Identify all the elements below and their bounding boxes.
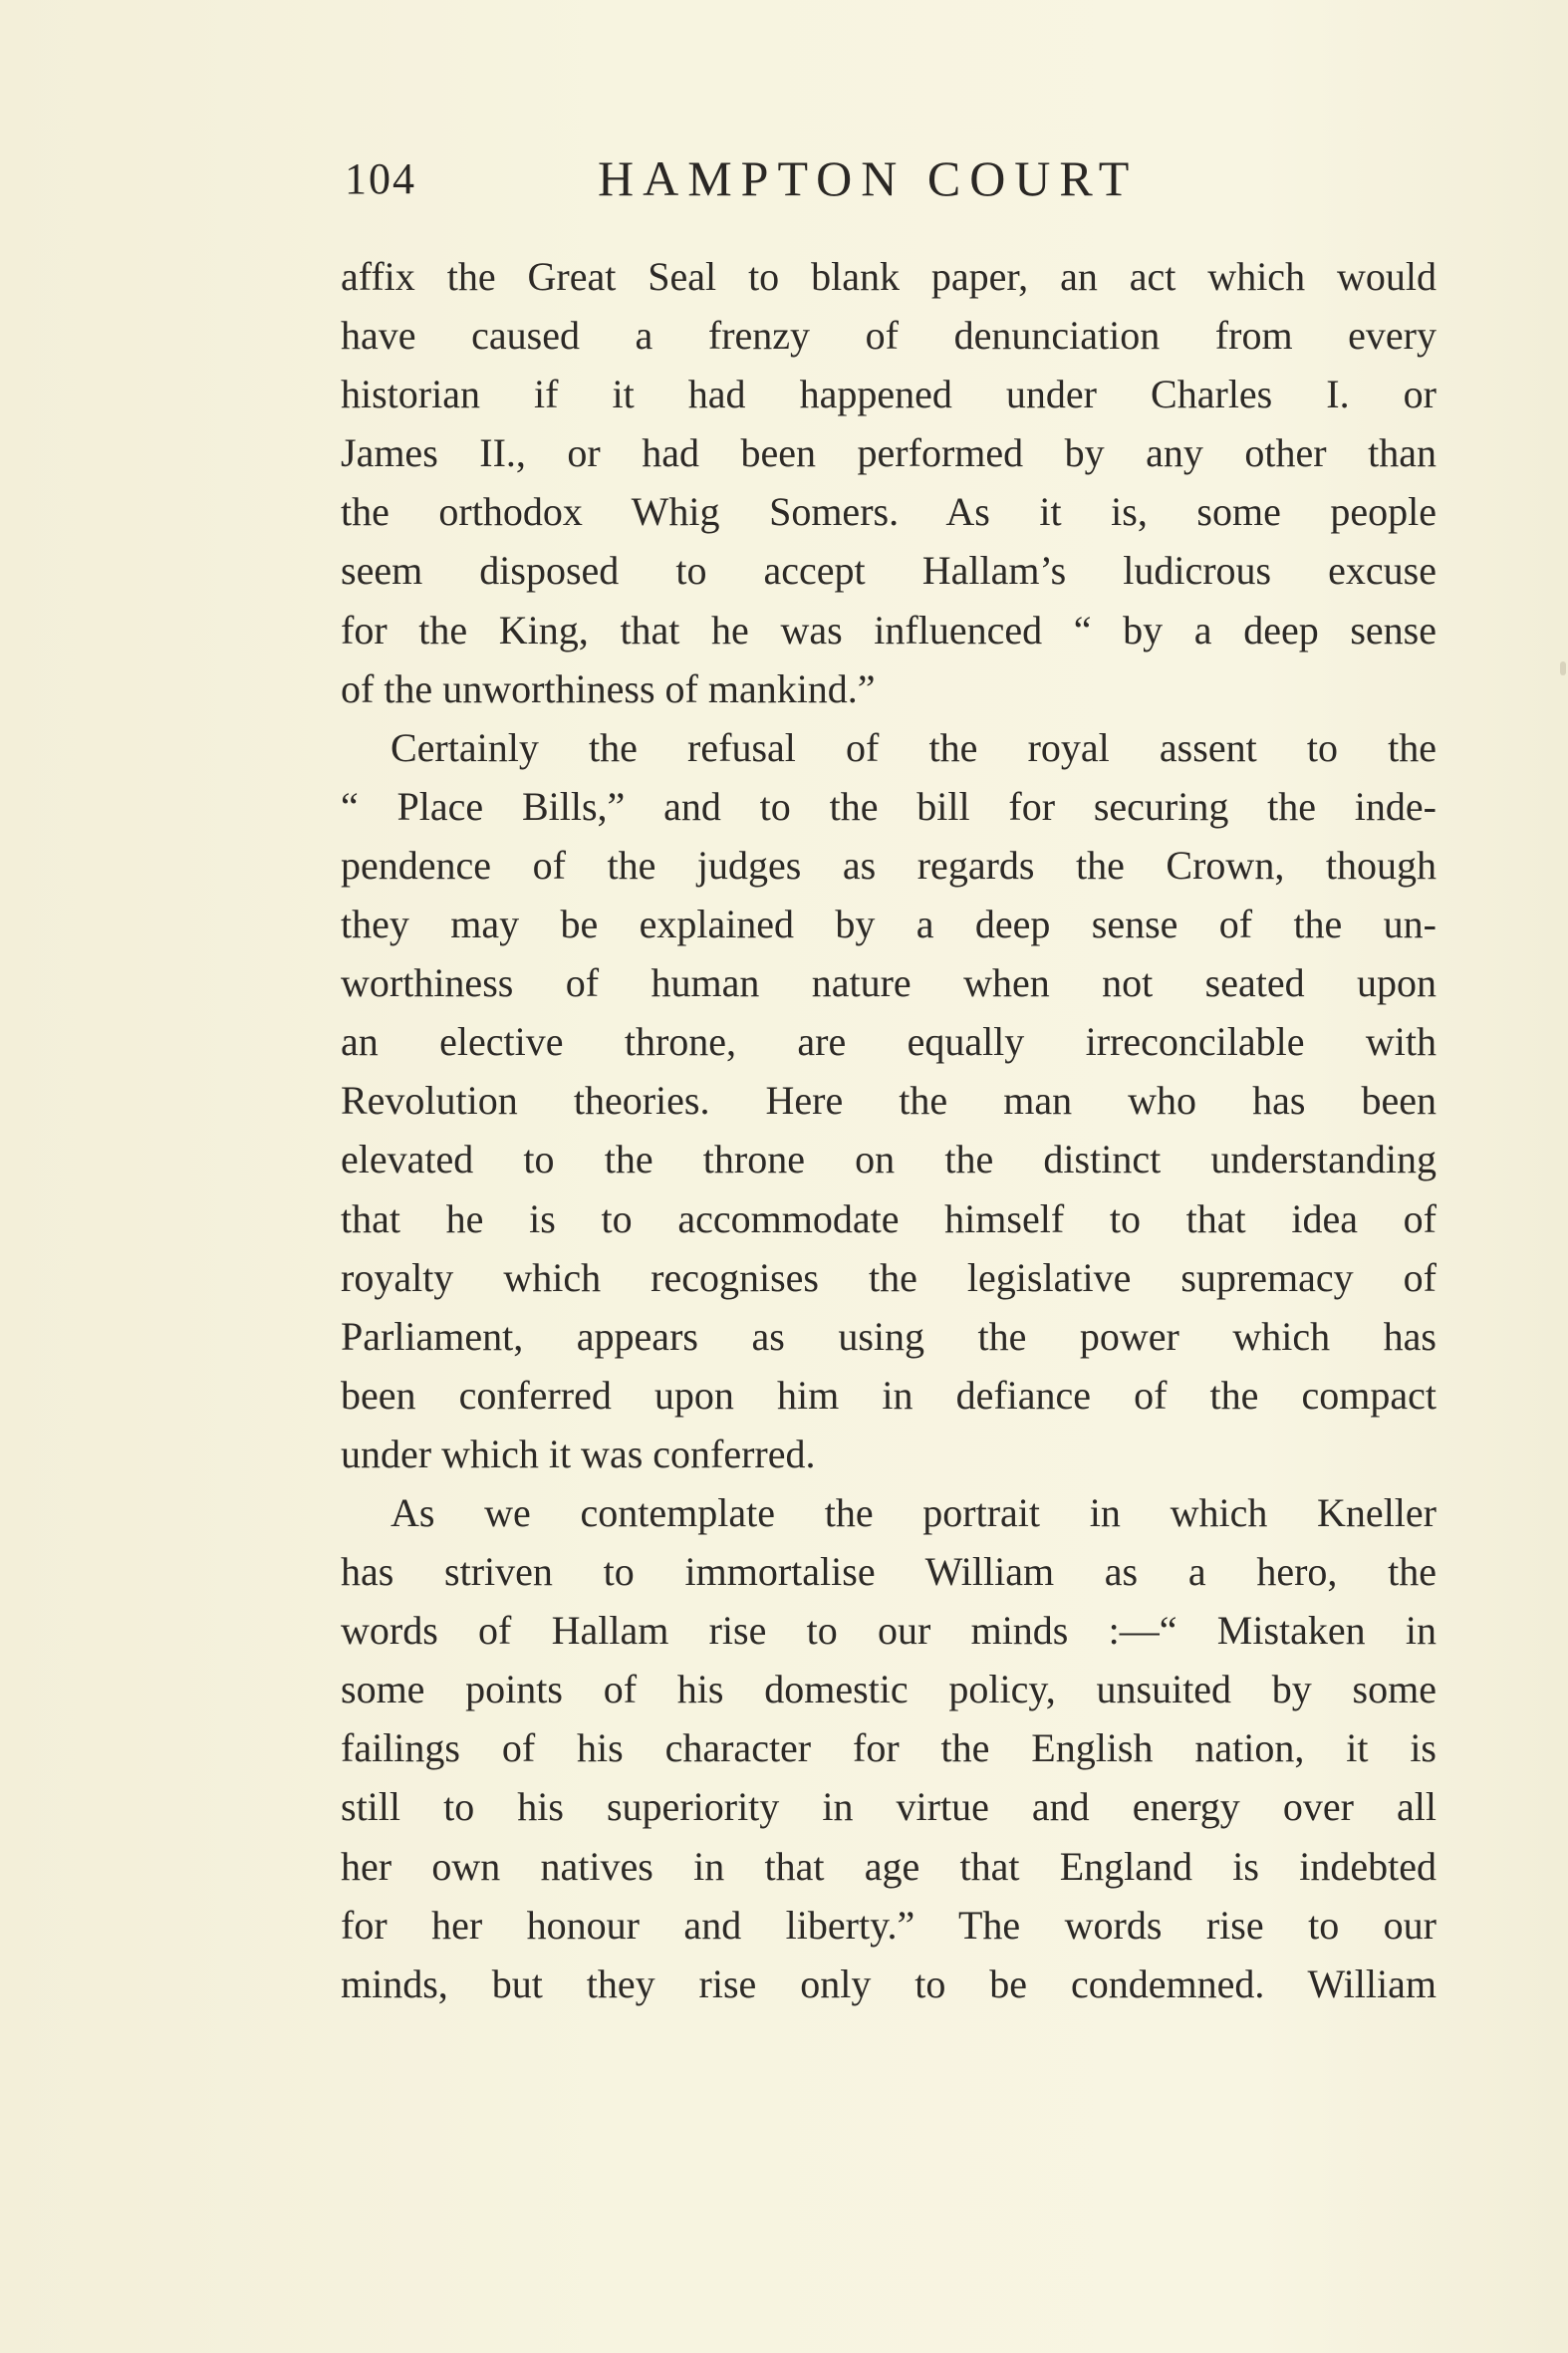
text-line: Certainly the refusal of the royal assent to the (391, 724, 1437, 770)
running-head (339, 149, 1435, 209)
text-line: her own natives in that age that England is indebted (341, 1843, 1437, 1889)
text-line: under which it was conferred. (341, 1431, 816, 1476)
text-line: pendence of the judges as regards the Crown, though (341, 842, 1437, 888)
text-line: Parliament, appears as using the power which has (341, 1313, 1437, 1359)
text-line: an elective throne, are equally irreconcilable with (341, 1019, 1437, 1065)
text-line: that he is to accommodate himself to that idea of (341, 1195, 1437, 1241)
text-line: James II., or had been performed by any other than (341, 430, 1437, 476)
page-number: 104 (345, 154, 416, 203)
text-line: As we contemplate the portrait in which Kneller (391, 1489, 1437, 1535)
text-line: “ Place Bills,” and to the bill for securing the inde- (341, 783, 1437, 829)
text-line: still to his superiority in virtue and energy over all (341, 1784, 1437, 1830)
text-line: they may be explained by a deep sense of the un- (341, 902, 1437, 947)
text-line: of the unworthiness of mankind.” (341, 665, 876, 711)
text-line: royalty which recognises the legislative supremacy of (341, 1254, 1437, 1300)
text-line: worthiness of human nature when not seated upon (341, 960, 1437, 1006)
text-line: for her honour and liberty.” The words rise to our (341, 1902, 1437, 1948)
text-line: have caused a frenzy of denunciation from every (341, 313, 1437, 359)
text-line: minds, but they rise only to be condemned. William (341, 1961, 1437, 2006)
text-line: for the King, that he was influenced “ by a deep sense (341, 607, 1437, 653)
text-line: failings of his character for the English nation, it is (341, 1725, 1437, 1771)
paragraph-3 (341, 1483, 1437, 2013)
text-line: historian if it had happened under Charles I. or (341, 372, 1437, 417)
body-text (341, 247, 1437, 2013)
text-line: some points of his domestic policy, unsuited by some (341, 1667, 1437, 1712)
text-line: words of Hallam rise to our minds :—“ Mistaken in (341, 1608, 1437, 1654)
text-line: the orthodox Whig Somers. As it is, some people (341, 489, 1437, 535)
text-line: affix the Great Seal to blank paper, an act which would (341, 254, 1437, 299)
text-line: Revolution theories. Here the man who has been (341, 1078, 1437, 1124)
text-line: elevated to the throne on the distinct understanding (341, 1137, 1437, 1182)
text-line: seem disposed to accept Hallam’s ludicrous excuse (341, 548, 1437, 594)
page-edge-mark (1560, 661, 1566, 675)
text-line: been conferred upon him in defiance of the compact (341, 1372, 1437, 1418)
text-line: has striven to immortalise William as a hero, the (341, 1549, 1437, 1595)
running-title: HAMPTON COURT (598, 150, 1139, 206)
paragraph-1 (341, 247, 1437, 718)
paragraph-2 (341, 718, 1437, 1483)
